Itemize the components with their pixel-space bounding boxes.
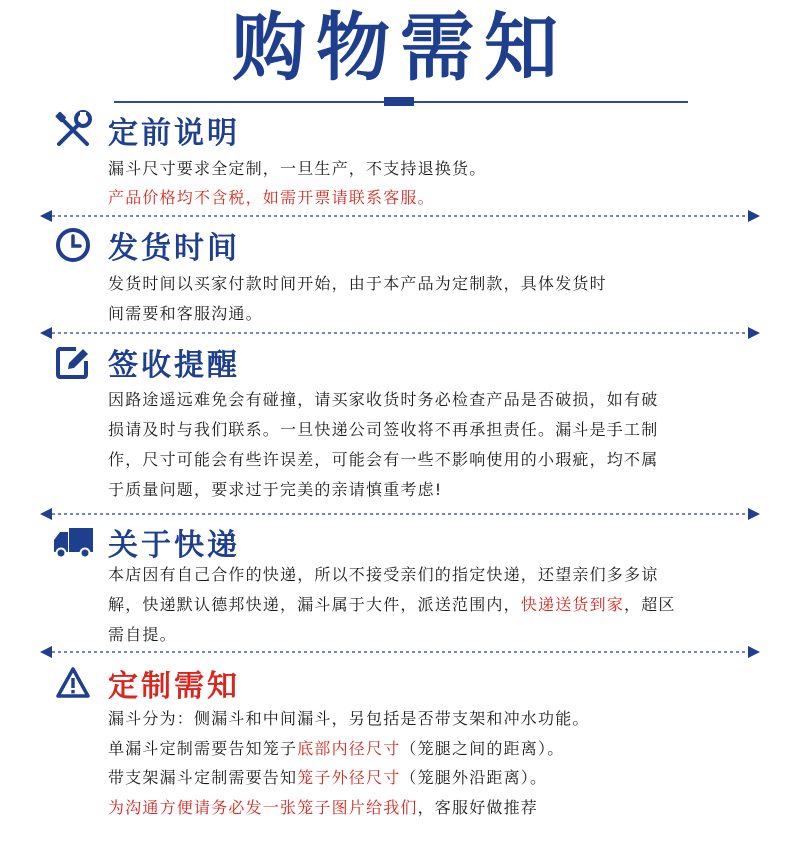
section-2-line-1: 发货时间以买家付款时间开始，由于本产品为定制款，具体发货时 bbox=[108, 274, 607, 293]
section-1-line-1: 漏斗尺寸要求全定制，一旦生产，不支持退换货。 bbox=[108, 159, 487, 178]
section-title-receipt-reminder: 签收提醒 bbox=[108, 348, 240, 383]
warning-icon bbox=[52, 662, 94, 704]
section-2-line-2: 间需要和客服沟通。 bbox=[108, 304, 263, 323]
section-1-line-2: 产品价格均不含税，如需开票请联系客服。 bbox=[108, 188, 435, 207]
section-5-line-3: 带支架漏斗定制需要告知笼子外径尺寸（笼腿外沿距离）。 bbox=[108, 768, 548, 787]
section-divider bbox=[40, 645, 760, 659]
section-3-line-2: 损请及时与我们联系。一旦快递公司签收将不再承担责任。漏斗是手工制 bbox=[108, 420, 659, 439]
section-3-line-4: 于质量问题，要求过于完美的亲请慎重考虑! bbox=[108, 480, 443, 499]
section-3-line-1: 因路途遥远难免会有碰撞，请买家收货时务必检查产品是否破损，如有破 bbox=[108, 390, 659, 409]
section-header-custom-notes bbox=[52, 660, 240, 706]
section-4-line-1: 本店因有自己合作的快递，所以不接受亲们的指定快递，还望亲们多多谅 bbox=[108, 565, 659, 584]
section-4-line-2: 解，快递默认德邦快递，漏斗属于大件，派送范围内，快递送货到家，超区 bbox=[108, 595, 676, 614]
tools-icon bbox=[52, 109, 94, 151]
title-underline-accent bbox=[384, 97, 414, 106]
page-title: 购物需知 bbox=[232, 5, 568, 91]
section-title-about-delivery: 关于快递 bbox=[108, 528, 240, 563]
section-divider bbox=[40, 326, 760, 340]
section-title-order-notes: 定前说明 bbox=[108, 116, 240, 151]
clock-icon bbox=[52, 224, 94, 266]
section-title-shipping-time: 发货时间 bbox=[108, 231, 240, 266]
section-divider bbox=[40, 209, 760, 223]
section-3-line-3: 作，尺寸可能会有些许误差，可能会有一些不影响使用的小瑕疵，均不属 bbox=[108, 450, 659, 469]
edit-icon bbox=[52, 341, 94, 383]
section-title-custom-notes: 定制需知 bbox=[108, 669, 240, 704]
section-header-receipt-reminder bbox=[52, 339, 240, 385]
truck-icon bbox=[52, 521, 94, 563]
section-4-line-3: 需自提。 bbox=[108, 625, 177, 644]
section-header-order-notes bbox=[52, 107, 240, 153]
section-5-line-1: 漏斗分为：侧漏斗和中间漏斗，另包括是否带支架和冲水功能。 bbox=[108, 709, 590, 728]
section-5-line-2: 单漏斗定制需要告知笼子底部内径尺寸（笼腿之间的距离）。 bbox=[108, 739, 565, 758]
section-header-shipping-time bbox=[52, 222, 240, 268]
section-5-line-4: 为沟通方便请务必发一张笼子图片给我们，客服好做推荐 bbox=[108, 798, 539, 817]
section-header-about-delivery bbox=[52, 519, 240, 565]
